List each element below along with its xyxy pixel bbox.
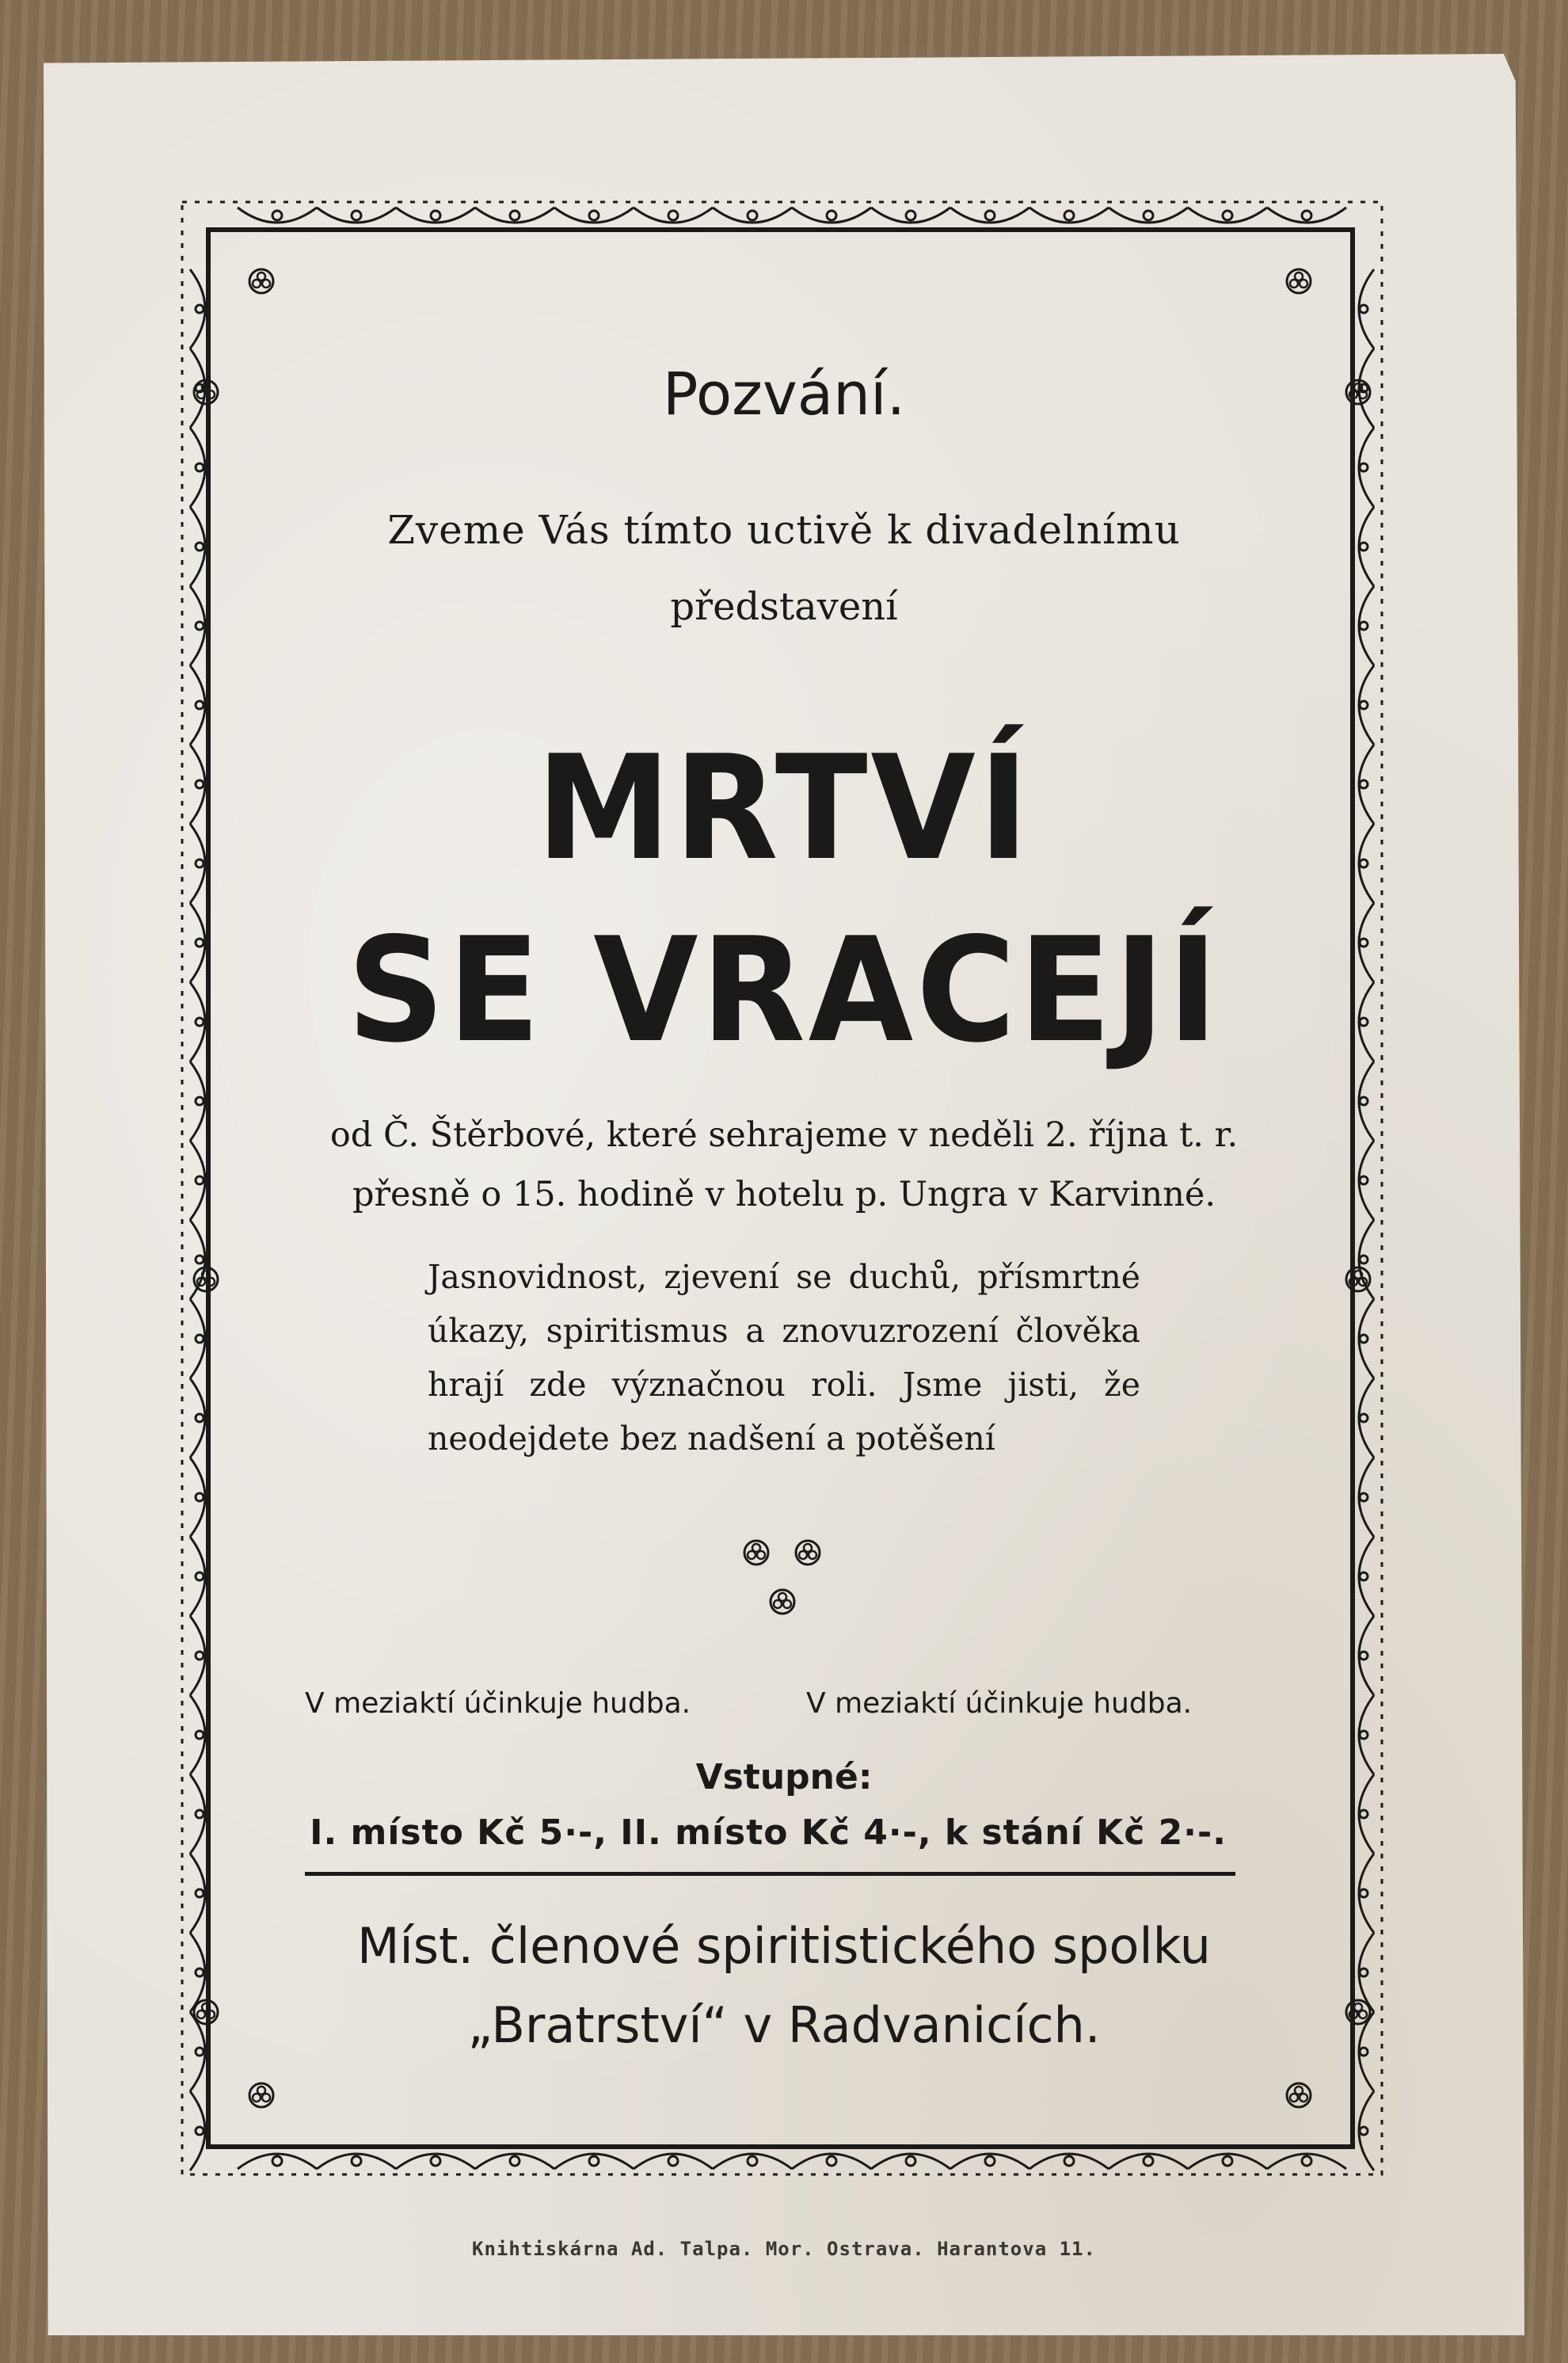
author-date-line-1: od Č. Štěrbové, které sehrajeme v neděli 2. října t. r. bbox=[329, 1115, 1239, 1155]
admission-label: Vstupné: bbox=[695, 1757, 873, 1797]
admission-prices: I. místo Kč 5·-, II. místo Kč 4·-, k stání Kč 2·-. bbox=[310, 1812, 1227, 1853]
invitation-line-1: Zveme Vás tímto uctivě k divadelnímu bbox=[387, 507, 1181, 553]
organizer-line-1: Míst. členové spiritistického spolku bbox=[357, 1917, 1211, 1975]
invitation-heading: Pozvání. bbox=[662, 360, 906, 429]
trefoil-ornament-icon bbox=[729, 1529, 839, 1632]
divider-rule bbox=[305, 1872, 1235, 1876]
author-date-line-2: přesně o 15. hodině v hotelu p. Ungra v Karvinné. bbox=[352, 1175, 1216, 1214]
music-note-right: V meziaktí účinkuje hudba. bbox=[806, 1687, 1193, 1720]
printer-imprint: Knihtiskárna Ad. Talpa. Mor. Ostrava. Harantova 11. bbox=[472, 2238, 1096, 2260]
music-note-left: V meziaktí účinkuje hudba. bbox=[305, 1687, 691, 1720]
play-title-line-2: SE VRACEJÍ bbox=[347, 906, 1221, 1074]
play-description: Jasnovidnost, zjevení se duchů, přísmrtné úkazy, spiritismus a znovuzrození člověka hrají zde význačnou roli. Jsme jisti, že neodejdete bez nadšení a potěšení bbox=[428, 1258, 1140, 1458]
invitation-line-2: představení bbox=[670, 585, 898, 629]
organizer-line-2: „Bratrství“ v Radvanicích. bbox=[467, 1996, 1101, 2054]
play-title-line-1: MRTVÍ bbox=[536, 724, 1032, 892]
